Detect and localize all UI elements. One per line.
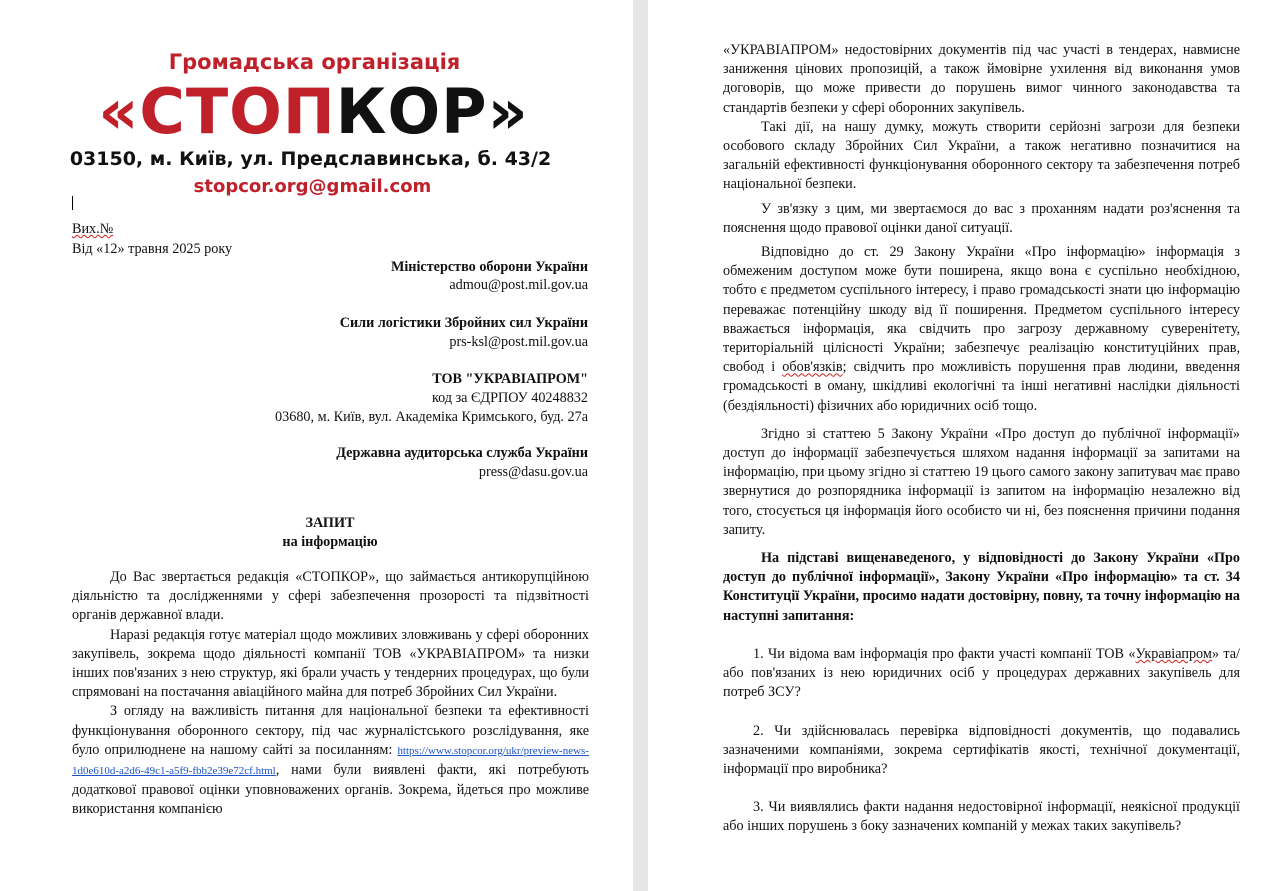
letter-date: Від «12» травня 2025 року [72, 241, 233, 257]
recipient-email: admou@post.mil.gov.ua [449, 277, 588, 293]
page-gutter [633, 0, 648, 891]
paragraph: З огляду на важливість питання для національної безпеки та ефективності функціонування оборонного сектору, під час журналістського розслідування, яке було оприлюднене на нашому сайті за посиланням: https://www.stopcor.org/ukr/preview-news-1d0e610d-a2d6-49c1-a5f9-fbb2e39e72cf.html, нами були виявлені факти, які потребують додаткової правової оцінки уповноважених органів. Зокрема, йдеться про можливе використання компанією [72, 703, 589, 818]
question-item: 1. Чи відома вам інформація про факти участі компанії ТОВ «Укравіапром» та/або пов'язаних із нею юридичних осіб у процедурах державних закупівель для потреб ЗСУ? [723, 645, 1240, 701]
question-item: 3. Чи виявлялись факти надання недостовірної інформації, неякісної продукції або інших порушень з боку зазначених компаній у межах таких закупівель? [723, 799, 1240, 835]
paragraph: Наразі редакція готує матеріал щодо можливих зловживань у сфері оборонних закупівель, зокрема щодо діяльності компанії ТОВ «УКРАВІАПРОМ» та низки інших пов'язаних з нею структур, які брали участь у тендерних процедурах, що були спрямовані на постачання авіаційного майна для потреб Збройних Сил України. [72, 626, 589, 701]
paragraph: До Вас звертається редакція «СТОПКОР», що займається антикорупційною діяльністю та дослідженнями у сфері забезпечення прозорості та підзвітності органів державної влади. [72, 569, 589, 624]
document-page-1 [0, 0, 633, 891]
recipient-name: ТОВ "УКРАВІАПРОМ" [432, 371, 588, 387]
paragraph: У зв'язку з цим, ми звертаємося до вас з проханням надати роз'яснення та пояснення щодо правової оцінки даної ситуації. [723, 200, 1240, 236]
recipient-email: prs-ksl@post.mil.gov.ua [449, 334, 588, 350]
body-right [723, 41, 1240, 837]
paragraph: Згідно зі статтею 5 Закону України «Про доступ до публічної інформації» доступ до інформації забезпечується шляхом надання інформації за запитами на інформацію, при цьому згідно зі статтею 19 цього самого закону запитувач має право звернутися до розпорядника інформації із запитом на інформацію незалежно від того, стосується ця інформація його особисто чи ні, без пояснення причини подання запиту. [723, 425, 1240, 538]
body-left [72, 568, 589, 820]
name-red-part: СТОП [139, 75, 336, 148]
letterhead-org-type: Громадська організація [168, 50, 461, 74]
name-black-part: КОР [335, 75, 488, 148]
document-title: ЗАПИТ [305, 515, 355, 531]
request-paragraph: На підставі вищенаведеного, у відповідності до Закону України «Про доступ до публічної інформації», Закону України «Про інформацію» та ст. 34 Конституції України, просимо надати достовірну, повну, та точну інформацію на наступні запитання: [723, 550, 1240, 624]
paragraph: Такі дії, на нашу думку, можуть створити серйозні загрози для безпеки особового складу Збройних Сил України, а також негативно позначитися на загальній ефективності функціонування оборонного сектору та забезпечення потреб національної безпеки. [723, 118, 1240, 193]
recipient-name: Державна аудиторська служба України [336, 445, 588, 461]
recipient-name: Сили логістики Збройних сил України [339, 315, 588, 331]
letterhead-email: stopcor.org@gmail.com [193, 176, 432, 197]
letterhead-org-name [0, 74, 630, 150]
recipient-edrpou: код за ЄДРПОУ 40248832 [431, 390, 588, 406]
quote-close: » [487, 75, 529, 148]
recipient-address: 03680, м. Київ, вул. Академіка Кримського, буд. 27а [275, 409, 588, 425]
paragraph: Відповідно до ст. 29 Закону України «Про інформацію» інформація з обмеженим доступом може бути поширена, якщо вона є суспільно необхідною, тобто є предметом суспільного інтересу, і право громадськості знати цю інформацію переважає потенційну шкоду від її поширення. Предметом суспільного інтересу вважається інформація, яка свідчить про загрозу державному суверенітету, територіальній цілісності України; забезпечує реалізацію конституційних прав, свобод і обов'язків; свідчить про можливість порушення прав людини, введення громадськості в оману, шкідливі екологічні та інші негативні наслідки діяльності (бездіяльності) фізичних або юридичних осіб тощо. [723, 244, 1240, 414]
quote-open: « [98, 75, 140, 148]
question-item: 2. Чи здійснювалась перевірка відповідності документів, що подавались зазначеними компаніями, зокрема сертифікатів якості, технічної документації, інформації про виробника? [723, 722, 1240, 777]
paragraph: «УКРАВІАПРОМ» недостовірних документів під час участі в тендерах, навмисне заниження цінових пропозицій, а також ймовірне ухилення від виконання умов договорів, що може привести до порушень вимог чинного законодавства та стандартів безпеки у сфері оборонних закупівель. [723, 42, 1240, 116]
document-page-2 [648, 0, 1280, 891]
text-cursor [72, 196, 73, 210]
recipient-name: Міністерство оборони України [390, 259, 588, 275]
article-link[interactable]: https://www.stopcor.org/ukr/preview-news-1d0e610d-a2d6-49c1-a5f9-fbb2e39e72cf.html [72, 744, 589, 778]
outgoing-number: Вих.№ [72, 221, 114, 237]
recipient-email: press@dasu.gov.ua [478, 464, 588, 480]
document-subtitle: на інформацію [282, 534, 378, 550]
letterhead-address: 03150, м. Київ, ул. Предславинська, б. 43/2 [69, 148, 552, 170]
